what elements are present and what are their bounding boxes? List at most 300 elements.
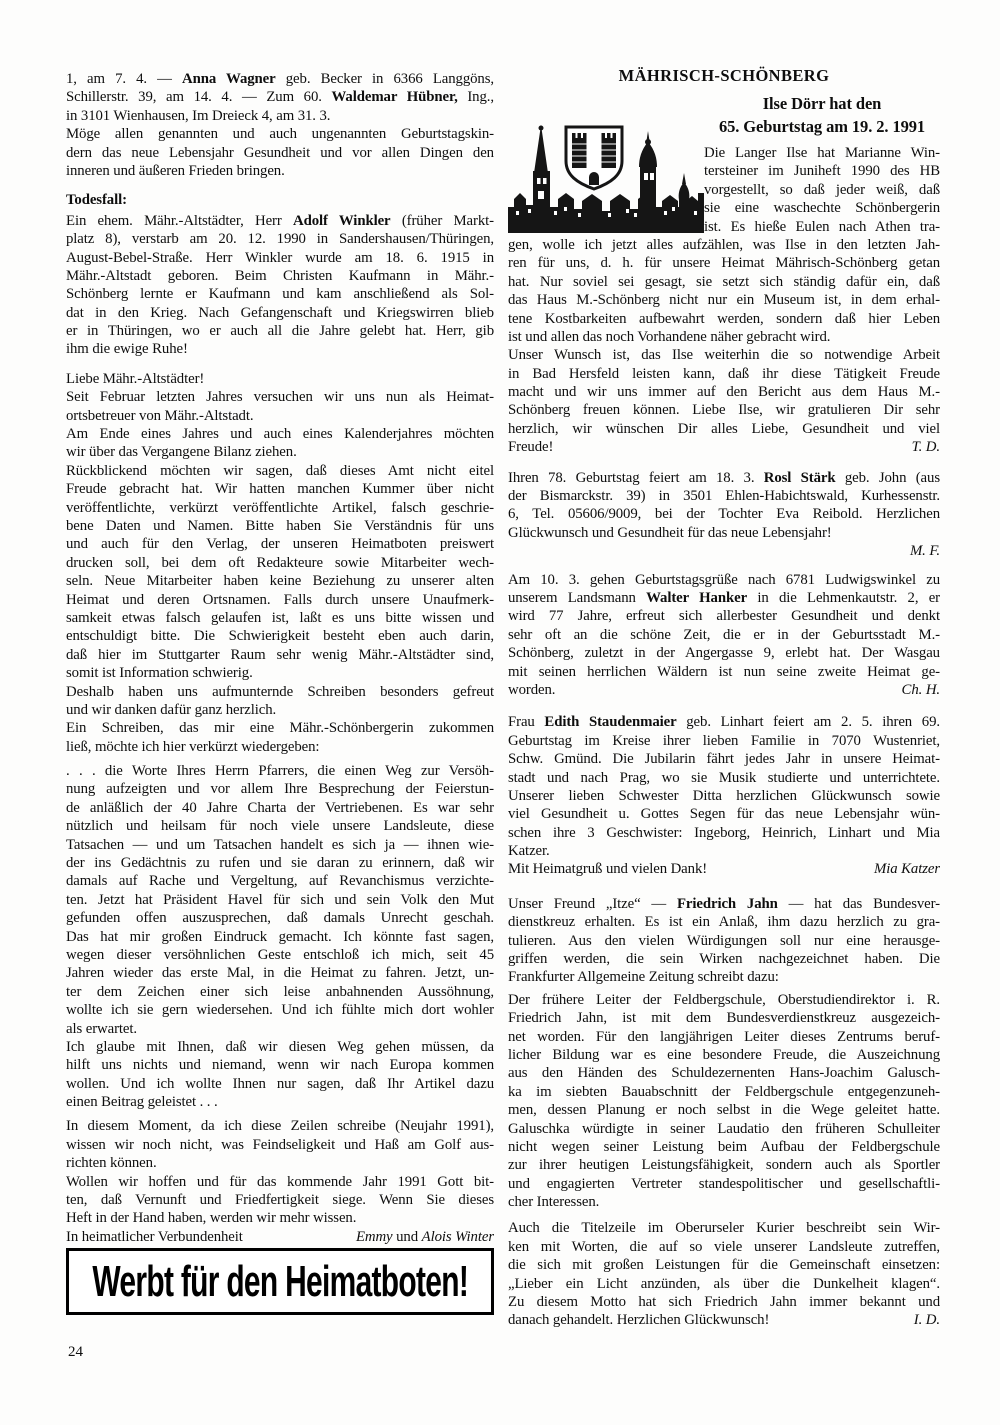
text-segment: Anna Wagner: [182, 71, 276, 87]
text-line: [66, 572, 494, 590]
text-segment: wollen. Und ich wollte Ihnen nur sagen, daß Ihr Artikel dazu: [66, 1075, 494, 1092]
text-segment: ist. Es hieße Eulen nach Athen tra-: [704, 218, 940, 235]
text-segment: ren für uns, d. h. für unsere Heimat Mährisch-Schönberg getan: [508, 255, 940, 272]
text-segment: Friedrich Jahn: [676, 895, 778, 912]
text-line: [704, 162, 940, 180]
text-line: [66, 443, 494, 461]
text-segment: platz 8), verstarb am 20. 12. 1990 in Sandershausen/Thüringen,: [66, 231, 494, 248]
text-segment: geb. Becker in 6366 Langgöns,: [275, 71, 494, 87]
text-line: [508, 1156, 940, 1174]
text-segment: Möge allen genannten und auch ungenannten Geburtstagskin-: [66, 126, 494, 143]
text-line: [66, 664, 494, 682]
text-segment: Ich glaube mit Ihnen, daß wir diesen Weg gehen müssen, da: [66, 1038, 494, 1055]
text-line: [508, 787, 940, 805]
text-line: [66, 701, 494, 719]
text-line: [66, 249, 494, 267]
text-segment: Frankfurter Allgemeine Zeitung schreibt dazu:: [508, 969, 779, 986]
text-segment: Mia Katzer: [874, 861, 940, 878]
text-line: [66, 425, 494, 443]
text-segment: geb. John (aus: [835, 469, 940, 486]
text-line: [508, 1193, 940, 1211]
line-right-signature: [902, 681, 940, 699]
text-segment: griffen werden, die sein Wirken nachgezeichnet haben. Die: [508, 951, 940, 968]
text-line: [508, 1046, 940, 1064]
line-right-signature: [912, 438, 940, 456]
text-segment: ter dem Zeichen einer sich leise anbahnenden Aussöhnung,: [66, 983, 494, 1000]
section-heading: MÄHRISCH-SCHÖNBERG: [618, 66, 830, 85]
text-segment: T. D.: [911, 439, 940, 456]
text-segment: gen, wolle ich jetzt alles aufzählen, was Ilse in den letzten Jah-: [508, 236, 940, 253]
text-line: [66, 304, 494, 322]
text-line: [66, 872, 494, 890]
text-segment: mit seinen herrlichen Wäldern ist nun seine zweite Heimat ge-: [508, 663, 940, 680]
text-line: [508, 1064, 940, 1082]
text-line: [66, 964, 494, 982]
text-line: [66, 646, 494, 664]
text-line: [66, 683, 494, 701]
text-segment: Heft in der Hand haben, werden wir mehr wissen.: [66, 1210, 357, 1227]
paragraph: [66, 70, 494, 180]
text-line: [66, 1038, 494, 1056]
text-line: [66, 762, 494, 780]
text-segment: in die Lehmenkautstr. 2, er: [747, 589, 940, 606]
text-segment: nützlich und heilsam für noch viele unsere Landsleute, diese: [66, 818, 494, 835]
text-segment: geb. Linhart feiert am 2. 5. ihren 69.: [676, 714, 940, 731]
text-line: [66, 462, 494, 480]
text-line: [508, 310, 940, 328]
text-line: [66, 144, 494, 162]
text-line: [508, 1083, 940, 1101]
text-segment: Friedrich Jahn, ist mit dem Bundesverdienstkreuz ausgezeich-: [508, 1010, 940, 1027]
text-segment: und: [392, 1228, 422, 1245]
text-line: [508, 1028, 940, 1046]
text-line: [508, 1101, 940, 1119]
line-left-text: [508, 681, 555, 699]
text-segment: 1, am 7. 4. —: [66, 71, 183, 87]
text-segment: Am Ende eines Jahres und auch eines Kalenderjahres möchten: [66, 426, 494, 443]
line-left-text: [508, 860, 707, 878]
text-segment: die sich mit großen Leistungen für die Gemeinschaft einsetzen:: [508, 1257, 940, 1274]
text-segment: licher Bildung war es eine besondere Freude, die Auszeichnung: [508, 1046, 940, 1063]
text-line: [66, 1173, 494, 1191]
text-line: [704, 144, 940, 162]
text-line: [508, 805, 940, 823]
text-line: [508, 713, 940, 731]
text-segment: bene Daten und Namen. Bitte haben Sie Verständnis für uns: [66, 517, 494, 534]
text-line: [66, 107, 494, 125]
right-column: [508, 66, 940, 1330]
paragraph: [66, 370, 494, 756]
text-segment: tulieren. Aus den vielen Würdigungen soll nur eine herausge-: [508, 932, 940, 949]
text-line: [66, 1056, 494, 1074]
text-line: [66, 340, 494, 358]
signature-line: [508, 438, 940, 456]
text-segment: „Lieber ein Licht anzünden, als über die Dunkelheit klagen“.: [508, 1275, 940, 1292]
text-line: [508, 968, 940, 986]
paragraph: [508, 571, 940, 700]
text-segment: Ch. H.: [901, 681, 940, 698]
text-segment: somit ist Information schwierig.: [66, 665, 253, 682]
text-line: [508, 524, 940, 542]
signature-line: [508, 860, 940, 878]
text-line: [66, 1020, 494, 1038]
text-segment: Schillerstr. 39, am 14. 4. — Zum 60.: [66, 89, 332, 106]
text-segment: worden.: [508, 681, 556, 698]
text-line: [66, 370, 494, 388]
text-segment: ihm die ewige Ruhe!: [66, 341, 188, 358]
text-segment: Todesfall:: [66, 192, 127, 209]
text-line: [66, 554, 494, 572]
text-segment: men, dessen Planung er noch selbst in die Wege geleitet hatte.: [508, 1102, 940, 1119]
article-title-line1: Ilse Dörr hat den: [762, 94, 882, 113]
text-line: [508, 1275, 940, 1293]
text-segment: nung aufzeigten und vor allem Ihre Besprechung der Feierstun-: [66, 781, 494, 798]
text-segment: Geburtstag im Kreise ihrer lieben Familie in 7070 Wustenriet,: [508, 732, 940, 749]
text-line: [66, 1191, 494, 1209]
text-segment: Rosl Stärk: [763, 469, 836, 486]
text-line: [66, 1136, 494, 1154]
text-segment: ten. Jetzt hat Präsident Havel für sich und sein Volk den Mut: [66, 891, 494, 908]
text-line: [66, 928, 494, 946]
text-line: [66, 1093, 494, 1111]
text-segment: Glückwunsch und Gesundheit für das neue Lebensjahr!: [508, 524, 832, 541]
text-line: [508, 750, 940, 768]
text-segment: Ein Schreiben, das mir eine Mähr.-Schönbergerin zukommen: [66, 720, 494, 737]
text-segment: und wir danken dafür ganz herzlich.: [66, 701, 277, 718]
text-line: [66, 909, 494, 927]
signature-line: [66, 1228, 494, 1246]
subheading-todesfall: [66, 191, 494, 209]
text-segment: entschuldigt bitte. Die Schwierigkeit besteht eben auch darin,: [66, 628, 494, 645]
text-segment: 6, Tel. 05606/9009, bei der Tochter Eva Reibold. Herzlichen: [508, 506, 940, 523]
text-segment: Die Langer Ilse hat Marianne Win-: [704, 145, 940, 161]
text-line: [508, 291, 940, 309]
text-segment: Liebe Mähr.-Altstädter!: [66, 370, 205, 387]
text-line: [66, 388, 494, 406]
text-segment: net worden. Für den langjährigen Leiter dieses Zentrums beruf-: [508, 1028, 940, 1045]
text-segment: Rückblickend möchten wir sagen, daß dieses Amt nicht eitel: [66, 462, 494, 479]
text-line: [66, 719, 494, 737]
text-line: [66, 267, 494, 285]
text-segment: Freude gebracht hat. Wir hatten manchen Kummer über nicht: [66, 481, 494, 498]
paragraph: [508, 469, 940, 561]
paragraph: [508, 1219, 940, 1329]
text-segment: Freude!: [508, 439, 554, 456]
text-line: [66, 535, 494, 553]
signature-line: [508, 681, 940, 699]
text-segment: ließ, möchte ich hier verkürzt wiedergeben:: [66, 738, 320, 755]
text-segment: Tatsachen — und um Tatsachen handelt es sich ja — ihnen wie-: [66, 836, 494, 853]
text-line: [704, 199, 940, 217]
text-line: [66, 946, 494, 964]
text-line: [66, 285, 494, 303]
text-segment: in Bad Hersfeld leisten kann, daß ihr diese Tätigkeit Freude: [508, 365, 940, 382]
text-segment: ist und allen das noch Vorhandene näher gebracht wird.: [508, 328, 831, 345]
town-skyline-illustration: [508, 121, 704, 237]
paragraph: [66, 191, 494, 209]
paragraph: [508, 895, 940, 987]
text-segment: Wollen wir hoffen und für das kommende Jahr 1991 Gott bit-: [66, 1173, 494, 1190]
text-line: [508, 505, 940, 523]
text-segment: hilft uns nichts und niemand, wenn wir nach Europa kommen: [66, 1057, 494, 1074]
text-line: [704, 181, 940, 199]
text-segment: aus den Händen des Schuldezernenten Hans-Joachim Galusch-: [508, 1065, 940, 1082]
article-title-line2: 65. Geburtstag am 19. 2. 1991: [718, 116, 926, 136]
paragraph: [66, 762, 494, 1111]
text-line: [66, 836, 494, 854]
text-line: [66, 1075, 494, 1093]
paragraph: [66, 1117, 494, 1246]
text-line: [66, 230, 494, 248]
text-line: [508, 273, 940, 291]
text-segment: ten, daß Vernunft und Friedfertigkeit siege. Wenn Sie dieses: [66, 1192, 494, 1209]
text-segment: Edith Staudenmaier: [544, 714, 677, 731]
text-segment: dienstkreuz erhalten. Es ist ein Anlaß, ihm dazu herzlich zu gra-: [508, 914, 940, 931]
text-segment: gefunden offen auszusprechen, daß damals Unrecht geschah.: [66, 910, 494, 927]
coat-of-arms: [566, 127, 622, 189]
text-segment: wollte ich sie gern wiedersehen. Und ich fühlte mich dort wohler: [66, 1002, 494, 1019]
text-segment: unserem Landsmann: [508, 589, 647, 606]
text-line: [66, 983, 494, 1001]
text-line: [508, 1009, 940, 1027]
text-segment: I. D.: [913, 1312, 940, 1329]
text-segment: (früher Markt-: [390, 212, 494, 229]
text-segment: Schw. Gmünd. Die Jubilarin fährt jedes Jahr in unsere Heimat-: [508, 751, 940, 768]
text-segment: drucken soll, bei dem oft Redakteure sowie Mitarbeiter wech-: [66, 554, 494, 571]
text-segment: richten können.: [66, 1155, 157, 1172]
text-segment: Das hat mir großen Eindruck gemacht. Ich könnte fast sagen,: [66, 928, 494, 945]
text-line: [508, 913, 940, 931]
text-segment: wegen dieser versöhnlichen Geste entschloß ich mich, seit 45: [66, 946, 494, 963]
text-segment: — hat das Bundesver-: [777, 895, 940, 912]
text-segment: Seit Februar letzten Jahres versuchen wir uns nun als Heimat-: [66, 389, 494, 406]
text-segment: wissen wir noch nicht, was Feindseligkeit und Haß am Golf aus-: [66, 1136, 494, 1153]
text-segment: ortsbetreuer von Mähr.-Altstadt.: [66, 407, 254, 424]
text-line: [66, 125, 494, 143]
text-segment: inneren und äußeren Frieden bringen.: [66, 162, 285, 179]
page-number: 24: [68, 1344, 83, 1360]
text-segment: Unserer lieben Schwester Ditta herzlichen Glückwunsch sowie: [508, 787, 940, 804]
text-segment: Unser Freund „Itze“ —: [508, 895, 677, 912]
text-line: [66, 609, 494, 627]
text-line: [508, 487, 940, 505]
text-segment: Heimat und deren Ortsnamen. Falls durch unsere Unaufmerk-: [66, 591, 494, 608]
text-line: [508, 626, 940, 644]
text-segment: damals auf Rache und Vergeltung, auf Revanchismus verzichte-: [66, 873, 494, 890]
text-line: [508, 991, 940, 1009]
text-line: [66, 322, 494, 340]
text-segment: In heimatlicher Verbundenheit: [66, 1228, 243, 1245]
text-line: [508, 1175, 940, 1193]
text-line: [66, 407, 494, 425]
text-segment: cher Interessen.: [508, 1194, 600, 1211]
text-segment: einen Beitrag geleistet . . .: [66, 1094, 218, 1111]
text-segment: in 3101 Wienhausen, Im Dreieck 4, am 31. 3.: [66, 107, 331, 124]
text-segment: Der frühere Leiter der Feldbergschule, Oberstudiendirektor i. R.: [508, 991, 940, 1008]
text-segment: das Haus M.-Schönberg nicht nur ein Museum ist, in dem erhal-: [508, 292, 940, 309]
promo-box: [66, 1248, 494, 1315]
text-segment: Zu diesem Motto hat sich Friedrich Jahn immer bekannt und: [508, 1294, 940, 1311]
text-line: [508, 1120, 940, 1138]
text-line: [66, 88, 494, 106]
text-segment: danach gehandelt. Herzlichen Glückwunsch!: [508, 1312, 770, 1329]
text-segment: nicht wegen seiner Leistung beim Aufbau der Feldbergschule: [508, 1138, 940, 1155]
text-segment: ka im siebten Bauabschnitt der Feldbergschule entgegenzuneh-: [508, 1083, 940, 1100]
text-line: [508, 824, 940, 842]
text-line: [508, 589, 940, 607]
text-segment: Schönberg lernte er Kaufmann und kam anschließend als Sol-: [66, 286, 494, 303]
promo-box-text: Werbt für den Heimatboten!: [92, 1256, 468, 1306]
line-right-signature: [874, 860, 940, 878]
text-segment: dat in den Krieg. Nach Gefangenschaft und Kriegswirren blieb: [66, 304, 494, 321]
text-segment: Schönberg freuen können. Liebe Ilse, wir gratulieren Dir sehr: [508, 402, 940, 419]
text-line: [66, 70, 494, 88]
text-segment: veröffentlichte, verkürzt veröffentlichte Artikel, falsch geschrie-: [66, 499, 494, 516]
text-segment: samkeit etwas falsch gelaufen ist, laßt es uns bitte wissen und: [66, 609, 494, 626]
text-line: [66, 591, 494, 609]
line-left-text: [508, 438, 553, 456]
text-line: [66, 780, 494, 798]
text-line: [66, 799, 494, 817]
text-segment: Frau: [508, 714, 545, 731]
text-segment: . . . die Worte Ihres Herrn Pfarrers, die einen Weg zur Versöh-: [66, 763, 494, 780]
line-right-signature: [356, 1228, 494, 1246]
text-line: [66, 1209, 494, 1227]
text-segment: tersteiner im Juniheft 1990 des HB: [704, 163, 940, 180]
text-segment: Adolf Winkler: [293, 212, 391, 229]
text-line: [508, 469, 940, 487]
line-left-text: [66, 1228, 243, 1246]
text-line: [66, 517, 494, 535]
text-segment: und auch für den Verlag, der unseren Heimatboten preiswert: [66, 536, 494, 553]
text-segment: Auch die Titelzeile im Oberurseler Kurier beschreibt sein Wir-: [508, 1220, 940, 1237]
signature-line: [508, 1311, 940, 1329]
text-segment: Alois Winter: [421, 1228, 494, 1245]
text-line: [66, 891, 494, 909]
text-line: [508, 932, 940, 950]
text-segment: macht und wir uns immer auf den Bericht aus dem Haus M.-: [508, 384, 940, 401]
text-line: [508, 1219, 940, 1237]
text-segment: Ihren 78. Geburtstag feiert am 18. 3.: [508, 469, 764, 486]
text-segment: tene Kostbarkeiten aufbewahrt werden, sondern daß hier Leben: [508, 310, 940, 327]
text-segment: Schönberg, zuletzt in der Angergasse 9, erlebt hat. Der Wasgau: [508, 645, 940, 662]
text-segment: schen ihre 3 Geschwister: Ingeborg, Heinrich, Linhart und Mia: [508, 824, 940, 841]
text-segment: seln. Neue Mitarbeiter haben keine Beziehung zu unserer alten: [66, 573, 494, 590]
text-line: [66, 817, 494, 835]
text-line: [66, 627, 494, 645]
text-line: [508, 663, 940, 681]
text-segment: Ein ehem. Mähr.-Altstädter, Herr: [66, 212, 293, 229]
text-segment: Walter Hanker: [646, 589, 748, 606]
text-line: [508, 950, 940, 968]
text-line: [66, 1154, 494, 1172]
text-line: [508, 895, 940, 913]
text-line: [508, 1293, 940, 1311]
text-segment: der ins Gedächtnis zu rufen und sie daran zu erinnern, daß wir: [66, 855, 494, 872]
left-column: [66, 70, 494, 1246]
text-segment: stadt und nach Prag, wo sie Musik studierte und unterrichtete.: [508, 769, 940, 786]
text-segment: Am 10. 3. gehen Geburtstagsgrüße nach 6781 Ludwigswinkel zu: [508, 571, 940, 588]
text-line: [508, 401, 940, 419]
text-line: [66, 854, 494, 872]
text-segment: als erwartet.: [66, 1020, 138, 1037]
text-line: [66, 499, 494, 517]
text-segment: Katzer.: [508, 843, 550, 860]
text-segment: sehr oft an die schöne Zeit, die er in der Geburtsstadt M.-: [508, 626, 940, 643]
text-segment: und engagierten Vertreter standespolitischer und gesellschaftli-: [508, 1175, 940, 1192]
text-segment: In diesem Moment, da ich diese Zeilen schreibe (Neujahr 1991),: [66, 1118, 494, 1135]
text-segment: daß hier im Stuttgarter Raum sehr wenig Mähr.-Altstädter sind,: [66, 646, 494, 663]
text-line: [508, 254, 940, 272]
text-line: [704, 218, 940, 236]
text-line: [508, 607, 940, 625]
text-line: [508, 346, 940, 364]
text-line: [66, 1001, 494, 1019]
text-line: [66, 480, 494, 498]
text-line: [66, 738, 494, 756]
text-segment: Jahren wieder das erste Mal, in die Heimat zu fahren. Jetzt, un-: [66, 965, 494, 982]
text-segment: wir über das Vergangene Bilanz ziehen.: [66, 444, 297, 461]
text-segment: Unser Wunsch ist, das Ilse weiterhin die so notwendige Arbeit: [508, 347, 940, 364]
paragraph: [66, 212, 494, 359]
text-segment: dern das neue Lebensjahr Gesundheit und vor allen Dingen den: [66, 144, 494, 161]
text-segment: vorgestellt, so daß jeder weiß, daß: [704, 181, 940, 198]
text-segment: hat. Nur soviel sei gesagt, sie setzt sich ständig dafür ein, daß: [508, 273, 940, 290]
text-segment: der Bismarckstr. 39) in 3501 Ehlen-Habichtswald, Kurhessenstr.: [508, 488, 940, 505]
text-line: [508, 420, 940, 438]
text-segment: de anläßlich der 40 Jahre Charta der Vertriebenen. Es war sehr: [66, 799, 494, 816]
paragraph: [508, 713, 940, 879]
text-line: [508, 644, 940, 662]
text-line: [508, 1138, 940, 1156]
line-right-signature: [910, 542, 940, 560]
text-line: [66, 1117, 494, 1135]
text-segment: Deshalb haben uns aufmunternde Schreiben besonders gefreut: [66, 683, 494, 700]
text-segment: herzlich, wir wünschen Dir alles Liebe, Gesundheit und viel: [508, 420, 940, 437]
article-title: [704, 93, 940, 138]
text-segment: zur ihrer heutigen Leistungsfähigkeit, sondern auch als Sportler: [508, 1157, 940, 1174]
text-segment: sie eine waschechte Schönbergerin: [704, 200, 940, 217]
paragraph: [508, 991, 940, 1212]
text-segment: er in Thüringen, wo er auch all die Jahre gelebt hat. Herr, gib: [66, 323, 494, 340]
text-line: [508, 571, 940, 589]
text-line: [508, 365, 940, 383]
text-line: [508, 1256, 940, 1274]
text-line: [508, 383, 940, 401]
text-line: [66, 212, 494, 230]
text-segment: wird 77 Jahre, erfreut sich allerbester Gesundheit und denkt: [508, 608, 940, 625]
text-segment: ken mit Worten, die auf so viele unserer Landsleute zutreffen,: [508, 1238, 940, 1255]
text-line: [508, 732, 940, 750]
text-segment: M. F.: [909, 543, 940, 560]
signature-line: [508, 542, 940, 560]
text-segment: Emmy: [355, 1228, 393, 1245]
line-left-text: [508, 1311, 769, 1329]
text-line: [508, 236, 940, 254]
text-segment: Galuschka würdigte in seiner Laudatio den früheren Schulleiter: [508, 1120, 940, 1137]
text-segment: August-Bebel-Straße. Herr Winkler wurde am 18. 6. 1915 in: [66, 249, 494, 266]
text-segment: Waldemar Hübner,: [331, 89, 458, 106]
text-segment: Mit Heimatgruß und vielen Dank!: [508, 861, 708, 878]
text-line: [508, 328, 940, 346]
text-line: [508, 769, 940, 787]
text-segment: Ing.,: [457, 89, 494, 106]
line-right-signature: [914, 1311, 940, 1329]
text-line: [508, 842, 940, 860]
text-line: [66, 162, 494, 180]
text-segment: viel Gesundheit u. Gottes Segen für das neue Lebensjahr wün-: [508, 806, 940, 823]
text-line: [508, 1238, 940, 1256]
